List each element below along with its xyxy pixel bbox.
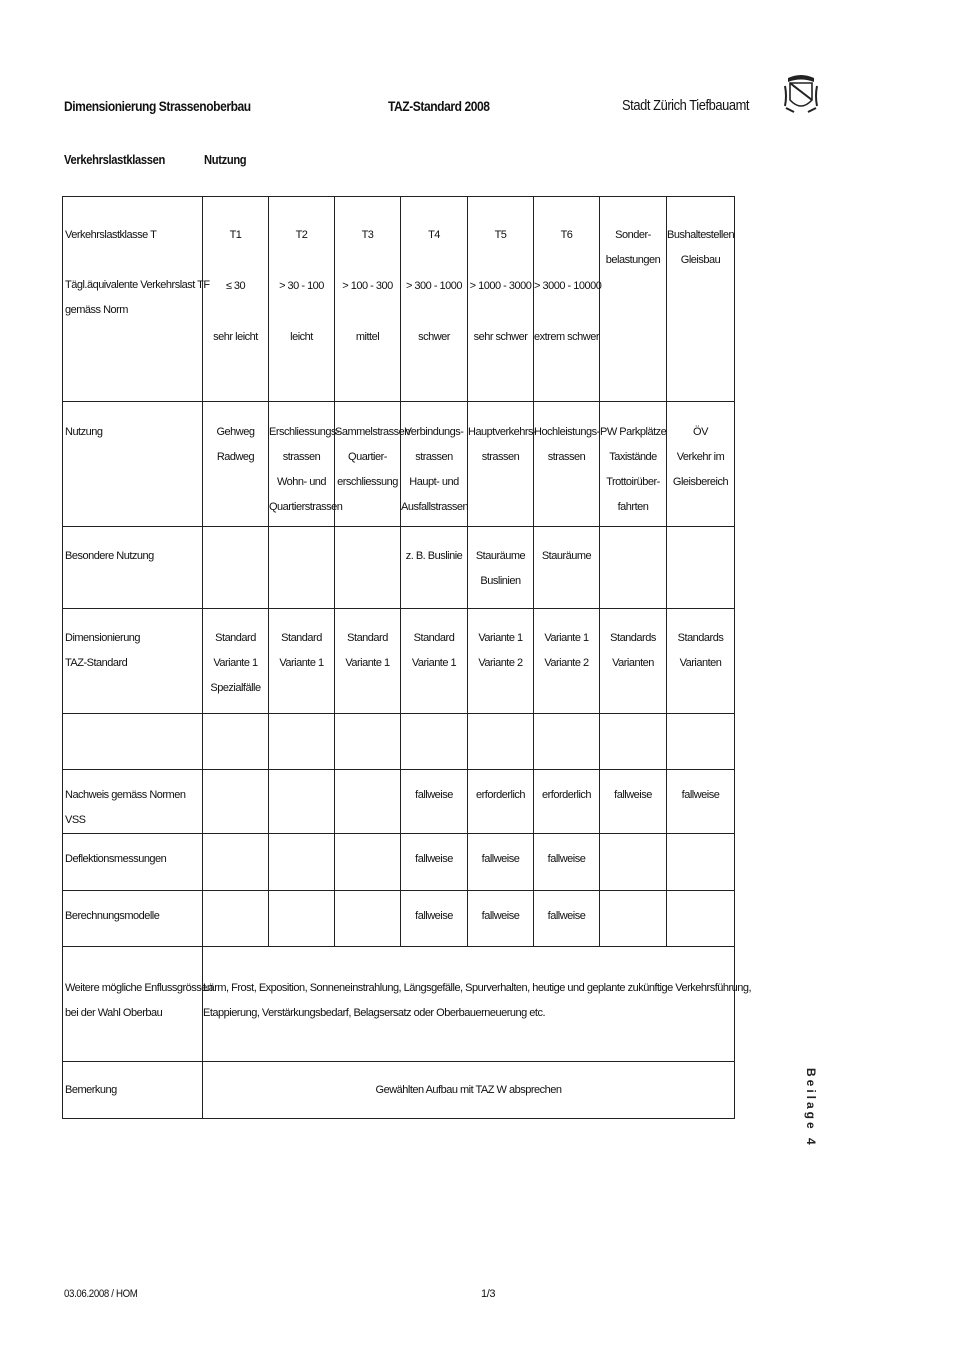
attachment-side-label: Beilage 4 (804, 1068, 818, 1148)
class-cell-t2: T2 > 30 - 100 leicht (269, 197, 335, 402)
table-cell (667, 891, 735, 947)
table-cell (600, 891, 667, 947)
section-title-traffic-classes: Verkehrslastklassen (64, 152, 165, 167)
table-cell (667, 714, 735, 770)
table-cell (335, 834, 401, 891)
class-cell-t3: T3 > 100 - 300 mittel (335, 197, 401, 402)
table-cell: Standard Variante 1 (401, 609, 468, 714)
table-cell (335, 714, 401, 770)
class-cell-t5: T5 > 1000 - 3000 sehr schwer (468, 197, 534, 402)
table-cell (401, 714, 468, 770)
table-cell (269, 834, 335, 891)
row-label: Nutzung (63, 402, 203, 527)
table-cell: Stauräume (534, 527, 600, 609)
table-cell (600, 527, 667, 609)
table-cell: Sammelstrassen Quartier- erschliessung (335, 402, 401, 527)
table-cell: Standard Variante 1 (335, 609, 401, 714)
table-row (63, 834, 735, 891)
row-label: Berechnungsmodelle (63, 891, 203, 947)
table-cell: fallweise (401, 834, 468, 891)
table-cell: fallweise (401, 770, 468, 834)
table-cell (269, 527, 335, 609)
table-cell: Standards Varianten (600, 609, 667, 714)
table-cell: Standard Variante 1 (269, 609, 335, 714)
table-cell: Hauptverkehrs- strassen (468, 402, 534, 527)
table-row (63, 609, 735, 714)
table-cell: ÖV Verkehr im Gleisbereich (667, 402, 735, 527)
table-cell: fallweise (667, 770, 735, 834)
table-cell (534, 714, 600, 770)
table-cell (600, 714, 667, 770)
table-cell: Stauräume Buslinien (468, 527, 534, 609)
table-cell: Standards Varianten (667, 609, 735, 714)
table-cell: fallweise (534, 891, 600, 947)
class-cell-special-loads: Sonder- belastungen (600, 197, 667, 402)
document-title: Dimensionierung Strassenoberbau (64, 98, 251, 114)
table-cell (335, 527, 401, 609)
table-cell: Variante 1 Variante 2 (534, 609, 600, 714)
class-cell-t1: T1 ≤ 30 sehr leicht (203, 197, 269, 402)
row-label: Bemerkung (63, 1062, 203, 1119)
traffic-class-table (62, 196, 752, 1119)
table-cell: erforderlich (534, 770, 600, 834)
row-label: Weitere mögliche Enflussgrössen bei der Wahl Oberbau (63, 947, 203, 1062)
table-cell (203, 527, 269, 609)
table-cell: fallweise (468, 834, 534, 891)
table-cell: Verbindungs- strassen Haupt- und Ausfallstrassen (401, 402, 468, 527)
table-cell: Hochleistungs- strassen (534, 402, 600, 527)
table-cell: fallweise (401, 891, 468, 947)
table-cell (203, 891, 269, 947)
table-cell: z. B. Buslinie (401, 527, 468, 609)
table-row (63, 891, 735, 947)
table-cell (335, 770, 401, 834)
table-cell (667, 834, 735, 891)
class-cell-t6: T6 > 3000 - 10000 extrem schwer (534, 197, 600, 402)
class-cell-bus-stops: Bushaltestellen Gleisbau (667, 197, 735, 402)
table-cell (600, 834, 667, 891)
table-cell (468, 714, 534, 770)
table-cell: fallweise (534, 834, 600, 891)
organization-name: Stadt Zürich Tiefbauamt (622, 97, 750, 114)
table-cell (667, 527, 735, 609)
table-cell (63, 714, 203, 770)
table-cell: Erschliessungs- strassen Wohn- und Quartierstrassen (269, 402, 335, 527)
standard-title: TAZ-Standard 2008 (388, 98, 490, 114)
row-label: Deflektionsmessungen (63, 834, 203, 891)
row-label: Besondere Nutzung (63, 527, 203, 609)
table-cell (203, 834, 269, 891)
table-row (63, 1062, 735, 1119)
row-label: Verkehrslastklasse T Tägl.äquivalente Verkehrslast TF gemäss Norm (63, 197, 203, 402)
table-row (63, 527, 735, 609)
table-row (63, 402, 735, 527)
page-number: 1/3 (481, 1288, 496, 1300)
zurich-coat-of-arms-logo (784, 72, 818, 114)
table-cell: Standard Variante 1 Spezialfälle (203, 609, 269, 714)
table-cell: fallweise (468, 891, 534, 947)
table-cell (203, 770, 269, 834)
footer-date-author: 03.06.2008 / HOM (64, 1288, 138, 1300)
section-title-usage: Nutzung (204, 152, 247, 167)
table-cell: erforderlich (468, 770, 534, 834)
table-row (63, 947, 735, 1062)
row-label: Dimensionierung TAZ-Standard (63, 609, 203, 714)
class-cell-t4: T4 > 300 - 1000 schwer (401, 197, 468, 402)
table-cell (335, 891, 401, 947)
table-row (63, 770, 735, 834)
table-cell (269, 770, 335, 834)
table-cell (203, 714, 269, 770)
table-cell: fallweise (600, 770, 667, 834)
table-cell: Variante 1 Variante 2 (468, 609, 534, 714)
table-cell (269, 714, 335, 770)
row-label: Nachweis gemäss Normen VSS (63, 770, 203, 834)
influence-factors-text: Lärm, Frost, Exposition, Sonneneinstrahlung, Längsgefälle, Spurverhalten, heutige und geplante zukünftige Verkehrsführung, Etappierung, Verstärkungsbedarf, Belagsersatz oder Oberbauerneuerung etc. (203, 947, 735, 1062)
table-cell: PW Parkplätze Taxistände Trottoirüber- fahrten (600, 402, 667, 527)
remark-text: Gewählten Aufbau mit TAZ W absprechen (203, 1062, 735, 1119)
table-cell: Gehweg Radweg (203, 402, 269, 527)
table-row (63, 197, 735, 402)
table-row-empty (63, 714, 735, 770)
table-cell (269, 891, 335, 947)
